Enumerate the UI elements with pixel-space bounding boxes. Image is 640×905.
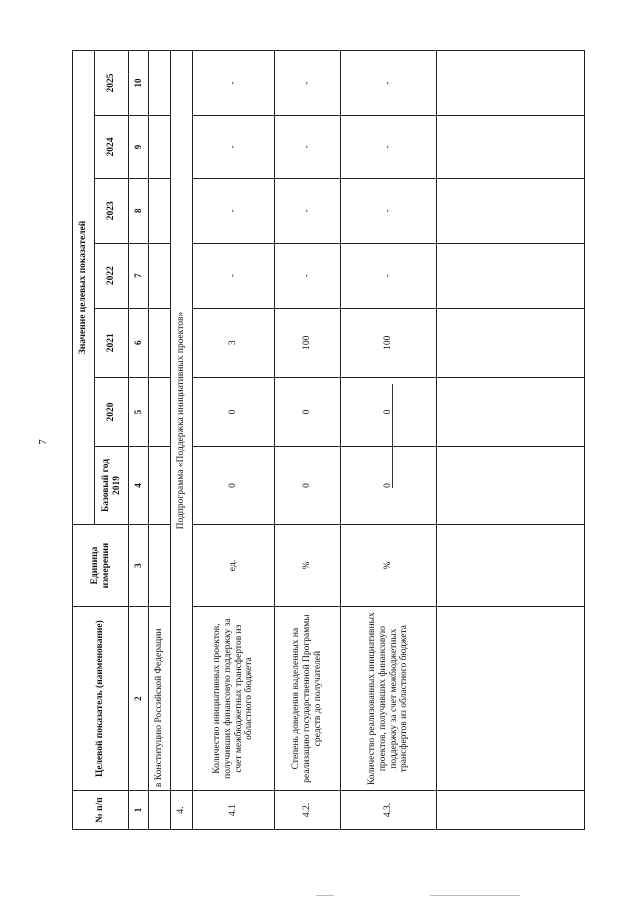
- column-number-row: [129, 51, 149, 830]
- row-2020: 0: [275, 377, 341, 446]
- column-number: 3: [129, 524, 149, 606]
- row-2023: -: [193, 178, 275, 243]
- column-number: 6: [129, 308, 149, 377]
- column-number: 5: [129, 377, 149, 446]
- row-base: 0: [341, 447, 437, 525]
- table-row: [341, 51, 437, 830]
- header-year-2024: 2024: [95, 116, 129, 179]
- row-2021: 3: [193, 308, 275, 377]
- header-year-2022: 2022: [95, 243, 129, 308]
- column-number: 2: [129, 607, 149, 791]
- column-number: 8: [129, 178, 149, 243]
- row-2020: 0: [341, 377, 437, 446]
- header-unit: Единица измерения: [73, 524, 129, 606]
- row-num: 4.1: [193, 791, 275, 830]
- header-indicator: Целевой показатель (наименование): [73, 607, 129, 791]
- section-title: Подпрограмма «Поддержка инициативных проектов»: [171, 51, 193, 791]
- footer-mark-right: [430, 895, 520, 896]
- header-num: № п/п: [73, 791, 129, 830]
- footer-mark-left: [316, 895, 334, 896]
- header-base-year: Базовый год 2019: [95, 447, 129, 525]
- row-2025: -: [341, 51, 437, 116]
- row-2021: 100: [341, 308, 437, 377]
- header-year-2021: 2021: [95, 308, 129, 377]
- row-name: Количество реализованных инициативных проектов, получивших финансовую поддержку за счет межбюджетных трансфертов из областного бюджета: [341, 607, 437, 791]
- row-2025: -: [275, 51, 341, 116]
- column-number: 9: [129, 116, 149, 179]
- column-number: 10: [129, 51, 149, 116]
- targets-table-frame: [72, 50, 584, 830]
- column-number: 7: [129, 243, 149, 308]
- row-2022: -: [341, 243, 437, 308]
- row-base: 0: [193, 447, 275, 525]
- row-2023: -: [275, 178, 341, 243]
- row-unit: %: [341, 524, 437, 606]
- table-row: [275, 51, 341, 830]
- empty-row: [437, 51, 585, 830]
- row-num: 4.2.: [275, 791, 341, 830]
- section-num: 4.: [171, 791, 193, 830]
- row-2025: -: [193, 51, 275, 116]
- row-2020: 0: [193, 377, 275, 446]
- header-year-2025: 2025: [95, 51, 129, 116]
- header-year-2023: 2023: [95, 178, 129, 243]
- row-name: Количество инициативных проектов, получивших финансовую поддержку за счет межбюджетных трансфертов из областного бюджета: [193, 607, 275, 791]
- row-2024: -: [193, 116, 275, 179]
- section-row: [171, 51, 193, 830]
- continuation-text: в Конституцию Российской Федерации: [149, 607, 171, 791]
- row-unit: ед.: [193, 524, 275, 606]
- row-num: 4.3.: [341, 791, 437, 830]
- page-number: 7: [36, 439, 49, 445]
- row-base: 0: [275, 447, 341, 525]
- row-2022: -: [193, 243, 275, 308]
- table-row: [193, 51, 275, 830]
- row-2024: -: [341, 116, 437, 179]
- row-name: Степень доведения выделенных на реализацию государственной Программы средств до получателей: [275, 607, 341, 791]
- row-2021: 100: [275, 308, 341, 377]
- continuation-row: [149, 51, 171, 830]
- header-year-2020: 2020: [95, 377, 129, 446]
- header-values-group: Значение целевых показателей: [73, 51, 95, 525]
- targets-table: [72, 50, 585, 830]
- row-2022: -: [275, 243, 341, 308]
- rotated-table-container: [72, 50, 584, 830]
- row-unit: %: [275, 524, 341, 606]
- row-2024: -: [275, 116, 341, 179]
- column-number: 1: [129, 791, 149, 830]
- column-number: 4: [129, 447, 149, 525]
- row-2023: -: [341, 178, 437, 243]
